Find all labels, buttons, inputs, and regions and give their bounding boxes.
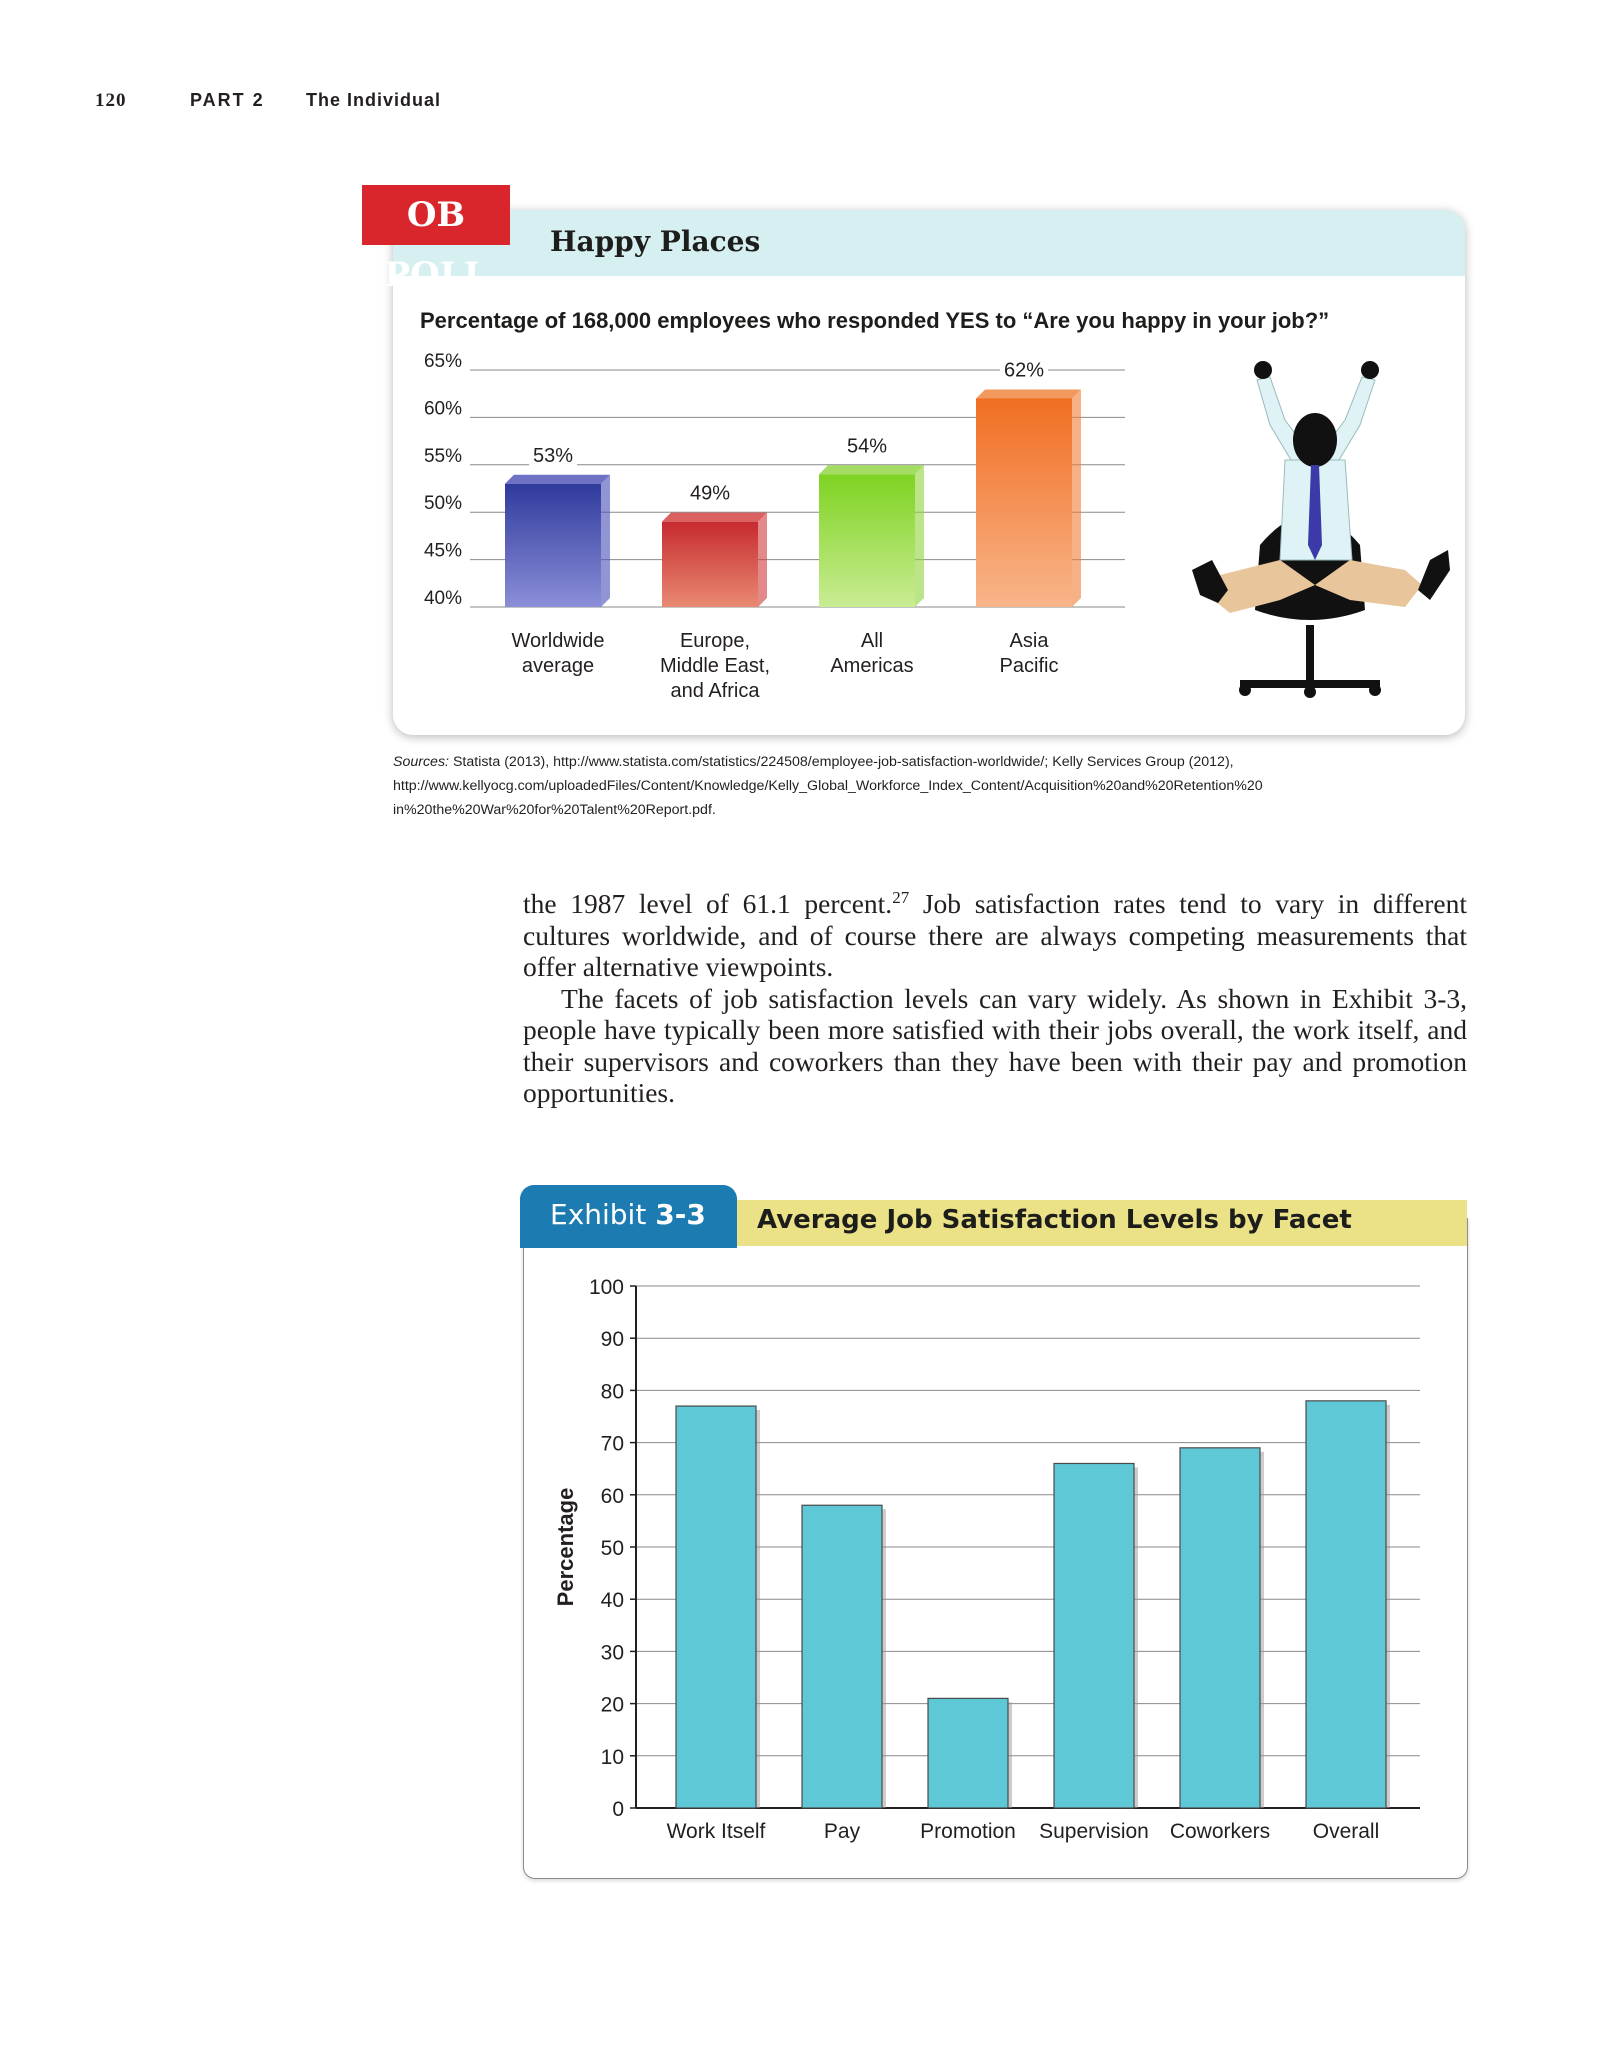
value-label: 49%	[689, 482, 731, 505]
category-label: Europe,	[679, 630, 751, 652]
y-tick-label: 50	[600, 1537, 624, 1560]
y-tick-label: 40%	[423, 588, 462, 609]
running-title: The Individual	[306, 90, 442, 110]
category-label: Americas	[830, 655, 914, 677]
value-label: 53%	[532, 444, 574, 467]
bar-side	[601, 475, 610, 607]
category-label: Asia	[1009, 630, 1049, 652]
bar	[1306, 1401, 1386, 1808]
y-tick-label: 60	[600, 1484, 624, 1508]
footnote-ref: 27	[892, 887, 910, 907]
y-tick-label: 100	[588, 1276, 624, 1299]
y-tick-label: 20	[600, 1693, 624, 1717]
paragraph-2: The facets of job satisfaction levels can vary widely. As shown in Exhibit 3-3, people have typically been more satisfied with their jobs overall, the work itself, and their supervisors and coworkers than they have been with their pay and promotion opportunities.	[523, 982, 1467, 1108]
y-tick-label: 40	[600, 1589, 624, 1613]
bar-top	[819, 465, 924, 474]
bar	[662, 522, 758, 607]
y-tick-label: 50%	[423, 493, 462, 515]
y-tick-label: 45%	[423, 540, 462, 562]
bar-top	[976, 389, 1081, 398]
y-tick-label: 80	[600, 1380, 624, 1404]
ob-poll-chart	[400, 345, 1460, 720]
ob-poll-badge: OB POLL	[362, 185, 510, 245]
sources-text: Statista (2013), http://www.statista.com/statistics/224508/employee-job-satisfaction-worldwide/; Kelly Services Group (2012), http://www.kellyocg.com/uploadedFiles/Content/Knowledge/Kelly_Global_Workforce_Index_Content/Acquisition%20and%20Retention%20 in%20the%20War%20for%20Talent%20Report.pdf.	[393, 754, 1263, 818]
part-label: PART 2	[190, 90, 265, 110]
category-label: Coworkers	[1169, 1820, 1271, 1843]
bar-side	[1072, 389, 1081, 607]
y-tick-label: 70	[600, 1432, 624, 1456]
person-in-chair-illustration	[1192, 361, 1450, 698]
ob-poll-sources	[393, 750, 1443, 822]
bar-top	[662, 513, 767, 522]
y-tick-label: 90	[600, 1328, 624, 1352]
category-label: Pay	[823, 1820, 861, 1843]
y-tick-label: 30	[600, 1641, 624, 1665]
y-tick-label: 10	[600, 1745, 624, 1769]
bar	[928, 1698, 1008, 1808]
exhibit-title: Average Job Satisfaction Levels by Facet	[757, 1205, 1352, 1235]
bar	[505, 484, 601, 607]
category-label: Worldwide	[511, 630, 605, 652]
exhibit-label-prefix: Exhibit	[550, 1198, 656, 1231]
category-label: All	[860, 630, 884, 652]
bar	[802, 1505, 882, 1808]
category-label: Work Itself	[666, 1820, 766, 1843]
bar	[976, 398, 1072, 607]
paragraph-1-start: the 1987 level of 61.1 percent.	[523, 888, 893, 919]
y-tick-label: 0	[612, 1798, 624, 1821]
category-label: Middle East,	[659, 655, 771, 677]
exhibit-chart	[523, 1260, 1466, 1870]
ob-poll-question: Percentage of 168,000 employees who responded YES to “Are you happy in your job?”	[420, 308, 1330, 333]
bar	[676, 1406, 756, 1808]
paragraph-1-rest: Job satisfaction rates tend to vary in different cultures worldwide, and of course there are always competing measurements that offer alternative viewpoints.	[523, 888, 1467, 982]
category-label: and Africa	[670, 680, 760, 702]
page-number: 120	[95, 90, 127, 111]
category-label: Promotion	[920, 1820, 1016, 1843]
category-label: Pacific	[999, 655, 1059, 677]
exhibit-label-number: 3-3	[655, 1198, 706, 1231]
bar	[819, 474, 915, 607]
bar	[1180, 1448, 1260, 1808]
bar-side	[758, 513, 767, 607]
ob-poll-title: Happy Places	[550, 225, 761, 258]
value-label: 62%	[1003, 359, 1045, 382]
paragraph-1	[523, 888, 1467, 983]
value-label: 54%	[846, 435, 888, 458]
y-axis-title: Percentage	[553, 1487, 578, 1607]
body-text	[523, 888, 1467, 1109]
category-label: average	[521, 655, 595, 677]
category-label: Supervision	[1039, 1820, 1149, 1843]
y-tick-label: 65%	[423, 351, 462, 372]
sources-label: Sources:	[393, 754, 449, 770]
bar-side	[915, 465, 924, 607]
bar-top	[505, 475, 610, 484]
bar	[1054, 1463, 1134, 1808]
category-label: Overall	[1312, 1820, 1380, 1843]
y-tick-label: 60%	[423, 398, 462, 420]
y-tick-label: 55%	[423, 445, 462, 467]
exhibit-label	[550, 1198, 706, 1231]
